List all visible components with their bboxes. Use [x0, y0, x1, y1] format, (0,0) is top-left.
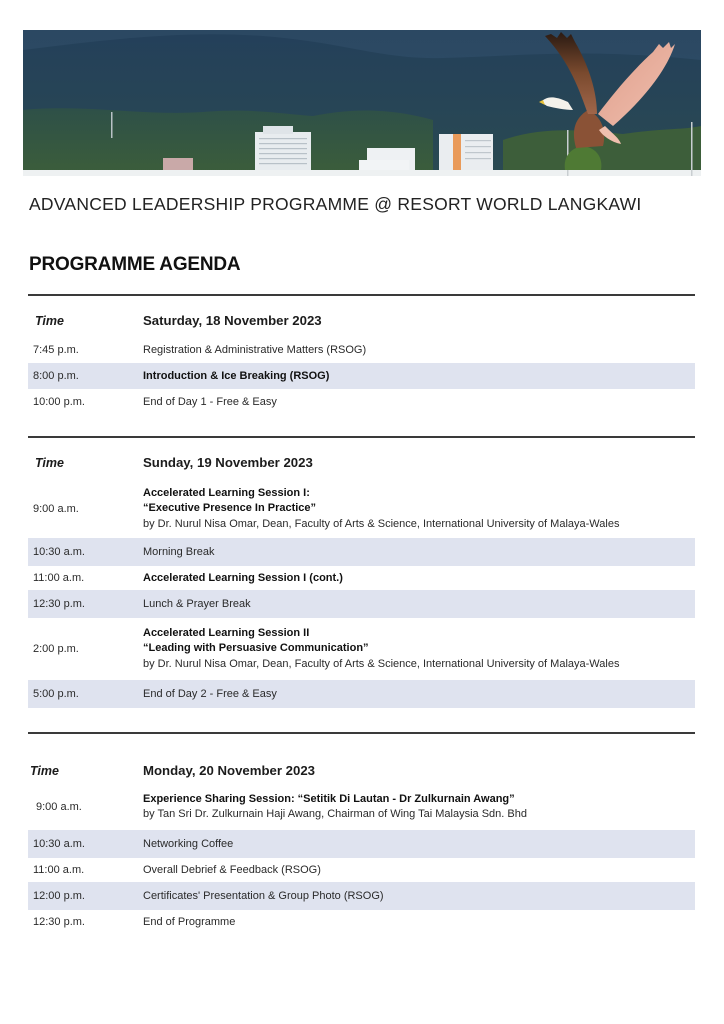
agenda-time: 10:30 a.m.	[33, 546, 85, 558]
day-date: Sunday, 19 November 2023	[143, 455, 313, 470]
eagle-landscape-illustration	[23, 30, 701, 176]
agenda-time: 12:00 p.m.	[33, 890, 85, 902]
time-column-header: Time	[35, 456, 64, 470]
time-column-header: Time	[30, 764, 59, 778]
programme-subtitle: ADVANCED LEADERSHIP PROGRAMME @ RESORT WORLD LANGKAWI	[29, 194, 642, 214]
agenda-item: End of Day 2 - Free & Easy	[143, 688, 277, 700]
agenda-time: 12:30 p.m.	[33, 916, 85, 928]
agenda-time: 7:45 p.m.	[33, 344, 79, 356]
day-date: Saturday, 18 November 2023	[143, 313, 322, 328]
agenda-time: 2:00 p.m.	[33, 643, 79, 655]
agenda-row	[28, 590, 695, 618]
agenda-time: 9:00 a.m.	[33, 503, 79, 515]
agenda-time: 10:30 a.m.	[33, 838, 85, 850]
agenda-row	[28, 910, 695, 934]
agenda-time: 8:00 p.m.	[33, 370, 79, 382]
session-speaker: by Dr. Nurul Nisa Omar, Dean, Faculty of Arts & Science, International University of Malaya-Wales	[143, 517, 620, 530]
time-column-header: Time	[35, 314, 64, 328]
agenda-row	[28, 618, 695, 680]
session-topic: “Leading with Persuasive Communication”	[143, 642, 369, 655]
day-section-sunday	[28, 452, 695, 708]
agenda-time: 11:00 a.m.	[33, 864, 85, 876]
agenda-item: Registration & Administrative Matters (RSOG)	[143, 344, 367, 356]
agenda-item: End of Programme	[143, 916, 236, 928]
agenda-time: 11:00 a.m.	[33, 572, 85, 584]
session-title: Experience Sharing Session: “Setitik Di Lautan - Dr Zulkurnain Awang”	[143, 792, 515, 805]
agenda-row	[28, 786, 695, 828]
agenda-time: 5:00 p.m.	[33, 688, 79, 700]
section-divider	[28, 732, 695, 734]
agenda-item: End of Day 1 - Free & Easy	[143, 396, 277, 408]
agenda-item-bold: Introduction & Ice Breaking (RSOG)	[143, 370, 330, 382]
day-header	[28, 310, 695, 336]
session-title: Accelerated Learning Session I:	[143, 486, 310, 499]
agenda-time: 12:30 p.m.	[33, 598, 85, 610]
day-section-saturday	[28, 310, 695, 415]
agenda-row	[28, 538, 695, 566]
agenda-item: Morning Break	[143, 546, 215, 558]
agenda-item: Certificates' Presentation & Group Photo (RSOG)	[143, 890, 384, 902]
agenda-item: Lunch & Prayer Break	[143, 598, 251, 610]
day-header	[28, 760, 695, 786]
agenda-row	[28, 830, 695, 858]
agenda-row	[28, 858, 695, 882]
day-header	[28, 452, 695, 478]
agenda-time: 10:00 p.m.	[33, 396, 85, 408]
agenda-row	[28, 680, 695, 708]
session-speaker: by Tan Sri Dr. Zulkurnain Haji Awang, Chairman of Wing Tai Malaysia Sdn. Bhd	[143, 808, 527, 820]
page-title: PROGRAMME AGENDA	[29, 254, 241, 275]
agenda-row	[28, 337, 695, 363]
agenda-row	[28, 566, 695, 590]
agenda-row	[28, 363, 695, 389]
session-speaker: by Dr. Nurul Nisa Omar, Dean, Faculty of Arts & Science, International University of Malaya-Wales	[143, 657, 620, 670]
agenda-row	[28, 389, 695, 415]
agenda-item: Networking Coffee	[143, 838, 234, 850]
agenda-row	[28, 480, 695, 538]
section-divider	[28, 294, 695, 296]
session-topic: “Executive Presence In Practice”	[143, 502, 317, 515]
header-photo	[23, 30, 701, 176]
agenda-item-bold: Accelerated Learning Session I (cont.)	[143, 572, 343, 584]
day-section-monday	[28, 760, 695, 934]
day-date: Monday, 20 November 2023	[143, 763, 315, 778]
agenda-row	[28, 882, 695, 910]
session-title: Accelerated Learning Session II	[143, 626, 310, 639]
agenda-time: 9:00 a.m.	[36, 801, 82, 813]
agenda-item: Overall Debrief & Feedback (RSOG)	[143, 864, 321, 876]
section-divider	[28, 436, 695, 438]
